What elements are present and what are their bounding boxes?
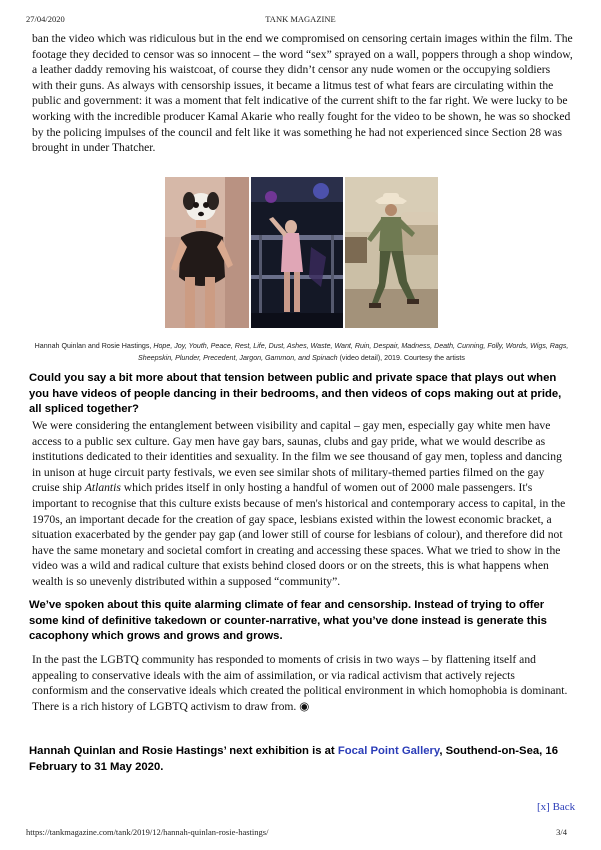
focal-point-gallery-link[interactable]: Focal Point Gallery bbox=[337, 745, 440, 757]
print-date: 27/04/2020 bbox=[26, 14, 65, 24]
answer-1-text-b: which prides itself in only hosting a handful of women out of 2000 male passengers. It's important to recognise that this culture exists because of men's historical and contemporary access to capital, in the 1970s, an important decade for the creation of gay space, lesbians existed within the lowest economic bracket, a situation exacerbated by the gender pay gap (and lower still of course for lesbians of colour), and therefore did not have the same monetary and societal comfort in creating and accessing these spaces. What we tried to show in the video was a wild and radical culture that exists behind closed doors or on the streets, this is what happens when wealth is so unevenly distributed within a supposed “community”. bbox=[32, 481, 566, 588]
intro-paragraph: ban the video which was ridiculous but in the end we compromised on censoring certain images within the film. The footage they decided to censor was so innocent – the word “sex” sprayed on a wall, poppers through a shop window, a leather daddy removing his waistcoat, of course they didn’t censor any nude women or the occupying soldiers with their guns. As always with censorship issues, it became a litmus test of what fears are circulating within the public and government: it was a moment that felt indicative of the current shift to the far right. We were lucky to be working with the incredible producer Kamal Akarie who really fought for the video to be shown, he was so shocked by the policing impulses of the council and felt like it was something he had not experienced since Section 28 was brought in under Thatcher. bbox=[32, 32, 573, 155]
caption-details: (video detail), 2019. Courtesy the artists bbox=[337, 354, 465, 362]
page-url: https://tankmagazine.com/tank/2019/12/hannah-quinlan-rosie-hastings/ bbox=[26, 827, 269, 837]
answer-1-ship-name: Atlantis bbox=[84, 481, 121, 495]
page-footer bbox=[26, 827, 575, 839]
answer-2: In the past the LGBTQ community has responded to moments of crisis in two ways – by flattening itself and appealing to conservative ideals with the aim of assimilation, or via radical activism that actively rejects conformism and the conservative ideals which created the political environment in which homophobia is dominant. There is a rich history of LGBTQ activism to draw from. ◉ bbox=[32, 653, 568, 713]
caption-work-title: Hope, Joy, Youth, Peace, Rest, Life, Dust, Ashes, Waste, Want, Ruin, Despair, Madness, Death, Cunning, Folly, Words, Wigs, Rags, Sheepskin, Plunder, Precedent, Jargon, Gammon, and Spinach bbox=[138, 342, 569, 362]
answer-1-text-a: We were considering the entanglement between visibility and capital – gay men, especially gay white men have access to a public sex culture. Gay men have gay bars, saunas, clubs and gay pride, what we would describe as institutions dedicated to their identities and sexuality. In the film we see thousand of gay men, topless and dancing in unison at huge circuit party festivals, we even see similar shots of military-themed parties filmed on the gay cruise ship bbox=[32, 419, 562, 495]
page-header bbox=[26, 14, 575, 26]
back-link[interactable]: [x] Back bbox=[537, 801, 576, 813]
video-still-stage bbox=[251, 177, 343, 328]
figure-caption bbox=[28, 340, 575, 364]
exhibition-text-b: , Southend-on-Sea, 16 February to 31 May 2020. bbox=[29, 745, 558, 773]
video-still-dog-mask bbox=[165, 177, 249, 328]
caption-artists: Hannah Quinlan and Rosie Hastings, bbox=[34, 342, 154, 350]
video-stills-figure bbox=[165, 177, 438, 328]
page-number: 3/4 bbox=[556, 827, 567, 837]
exhibition-notice bbox=[29, 744, 574, 775]
site-name: TANK MAGAZINE bbox=[265, 14, 336, 24]
video-still-cowboy bbox=[345, 177, 438, 328]
question-2: We’ve spoken about this quite alarming climate of fear and censorship. Instead of trying to offer some kind of definitive takedown or counter-narrative, what you’ve done instead is generate this cacophony which grows and grows and grows. bbox=[29, 599, 547, 643]
exhibition-text-a: Hannah Quinlan and Rosie Hastings’ next exhibition is at bbox=[29, 745, 338, 757]
question-1: Could you say a bit more about that tension between public and private space that plays out when you have videos of people dancing in their bedrooms, and then videos of cops making out at pride, all spliced together? bbox=[29, 372, 562, 416]
answer-1 bbox=[32, 418, 573, 590]
